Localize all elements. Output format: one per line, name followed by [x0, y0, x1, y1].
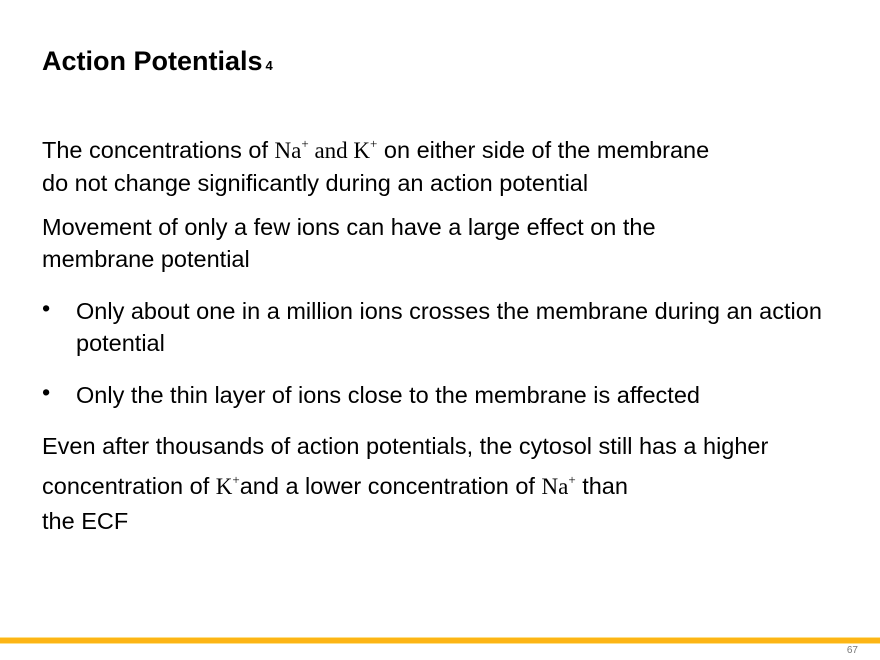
paragraph-concentrations [42, 128, 842, 199]
title-text: Action Potentials [42, 46, 263, 76]
text: and a lower concentration of [239, 473, 542, 499]
text: K [215, 474, 233, 499]
text: The concentrations of [42, 137, 275, 163]
text: + [232, 472, 240, 487]
ion-k [216, 474, 240, 499]
text: Only the thin layer of ions close to the membrane is affected [76, 382, 700, 408]
ion-na [542, 474, 576, 499]
text: on either side of the membrane [377, 137, 710, 163]
paragraph-cytosol [42, 429, 822, 538]
text: the ECF [42, 508, 129, 534]
page-number: 67 [846, 645, 858, 656]
text: + [370, 136, 378, 151]
text: + [301, 136, 309, 151]
text: Na [541, 474, 569, 499]
text: and [308, 138, 354, 163]
bullet-item [42, 295, 822, 359]
paragraph-movement: Movement of only a few ions can have a large effect on the membrane potential [42, 214, 656, 272]
bullet-item [42, 379, 822, 411]
text: than [575, 473, 628, 499]
text: do not change significantly during an action potential [42, 170, 589, 196]
footer-accent-bar [0, 637, 880, 644]
slide-title [42, 46, 273, 77]
text: Na [274, 138, 302, 163]
title-subscript: 4 [265, 58, 273, 73]
bullet-icon: • [42, 295, 51, 321]
text: K [353, 138, 371, 163]
ion-na [275, 138, 378, 163]
text: Even after thousands of action potentials, the cytosol still has a higher concentration of [42, 433, 769, 499]
bullet-icon: • [42, 379, 51, 405]
text: + [568, 472, 576, 487]
text: Only about one in a million ions crosses the membrane during an action potential [76, 298, 822, 356]
